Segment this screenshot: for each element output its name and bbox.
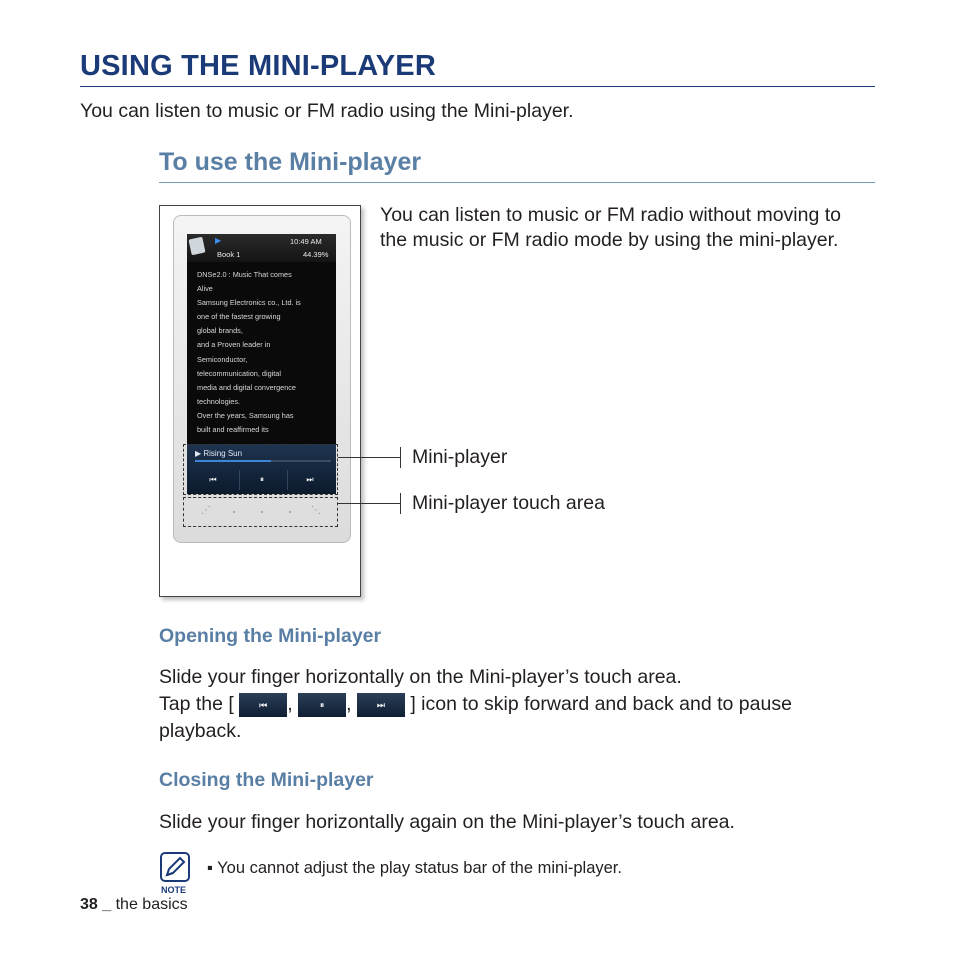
text-line: Samsung Electronics co., Ltd. is xyxy=(197,298,301,308)
text-line: media and digital convergence xyxy=(197,382,296,392)
clock: 10:49 AM xyxy=(290,237,322,246)
callout-touch-area: Mini-player touch area xyxy=(412,492,605,514)
prev-button[interactable]: ⏮ xyxy=(209,475,217,484)
callout-leader xyxy=(338,503,400,504)
pause-button[interactable]: ⏸ xyxy=(239,470,284,490)
opening-line3: playback. xyxy=(159,720,242,742)
opening-line1: Slide your finger horizontally on the Mini-player’s touch area. xyxy=(159,666,682,688)
closing-heading: Closing the Mini-player xyxy=(159,769,374,791)
text-line: DNSe2.0 : Music That comes xyxy=(197,270,292,279)
book-label: Book 1 xyxy=(217,250,241,259)
callout-leader xyxy=(338,457,400,458)
text-line: telecommunication, digital xyxy=(197,368,281,378)
note-text: ▪ You cannot adjust the play status bar of the mini-player. xyxy=(207,859,622,877)
note-label: NOTE xyxy=(161,885,187,895)
page-title: USING THE MINI-PLAYER xyxy=(80,50,436,82)
text-line: one of the fastest growing xyxy=(197,312,281,322)
progress-percent: 44.39% xyxy=(303,250,329,259)
status-bar xyxy=(187,234,336,262)
title-divider xyxy=(80,86,875,87)
side-description: You can listen to music or FM radio without moving to the music or FM radio mode by using the mini-player. xyxy=(380,204,841,251)
opening-line2: Tap the [ ⏮ , ⏸ , ⏭ ] icon to skip forward and back and to pause xyxy=(159,693,792,715)
text-line: built and reaffirmed its xyxy=(197,425,269,435)
text-line: Over the years, Samsung has xyxy=(197,410,294,420)
text-line: Semiconductor, xyxy=(197,354,248,364)
play-indicator-icon: ▶ xyxy=(215,236,222,245)
next-icon: ⏭ xyxy=(357,693,405,717)
section-subtitle: To use the Mini-player xyxy=(159,148,422,176)
page-footer: 38 _ the basics xyxy=(80,896,188,913)
text-line: Alive xyxy=(197,284,213,294)
intro-text: You can listen to music or FM radio using the Mini-player. xyxy=(80,100,574,122)
book-icon xyxy=(188,237,205,256)
text-content xyxy=(197,268,332,437)
prev-icon: ⏮ xyxy=(239,693,287,717)
text-line: technologies. xyxy=(197,396,241,406)
callout-tick xyxy=(400,447,401,468)
subtitle-divider xyxy=(159,182,875,183)
closing-line1: Slide your finger horizontally again on the Mini-player’s touch area. xyxy=(159,811,735,833)
swipe-left-icon: ⋰ xyxy=(201,505,211,516)
swipe-right-icon: ⋱ xyxy=(311,505,321,516)
mini-player-highlight xyxy=(183,444,338,495)
note-icon xyxy=(160,852,190,882)
touch-area-highlight xyxy=(183,497,338,527)
text-line: and a Proven leader in xyxy=(197,340,271,350)
opening-heading: Opening the Mini-player xyxy=(159,625,382,647)
pause-icon: ⏸ xyxy=(298,693,346,717)
callout-mini-player: Mini-player xyxy=(412,446,508,468)
next-button[interactable]: ⏭ xyxy=(287,470,332,490)
song-title: ▶ Rising Sun xyxy=(195,449,243,458)
callout-tick xyxy=(400,493,401,514)
text-line: global brands, xyxy=(197,326,243,336)
